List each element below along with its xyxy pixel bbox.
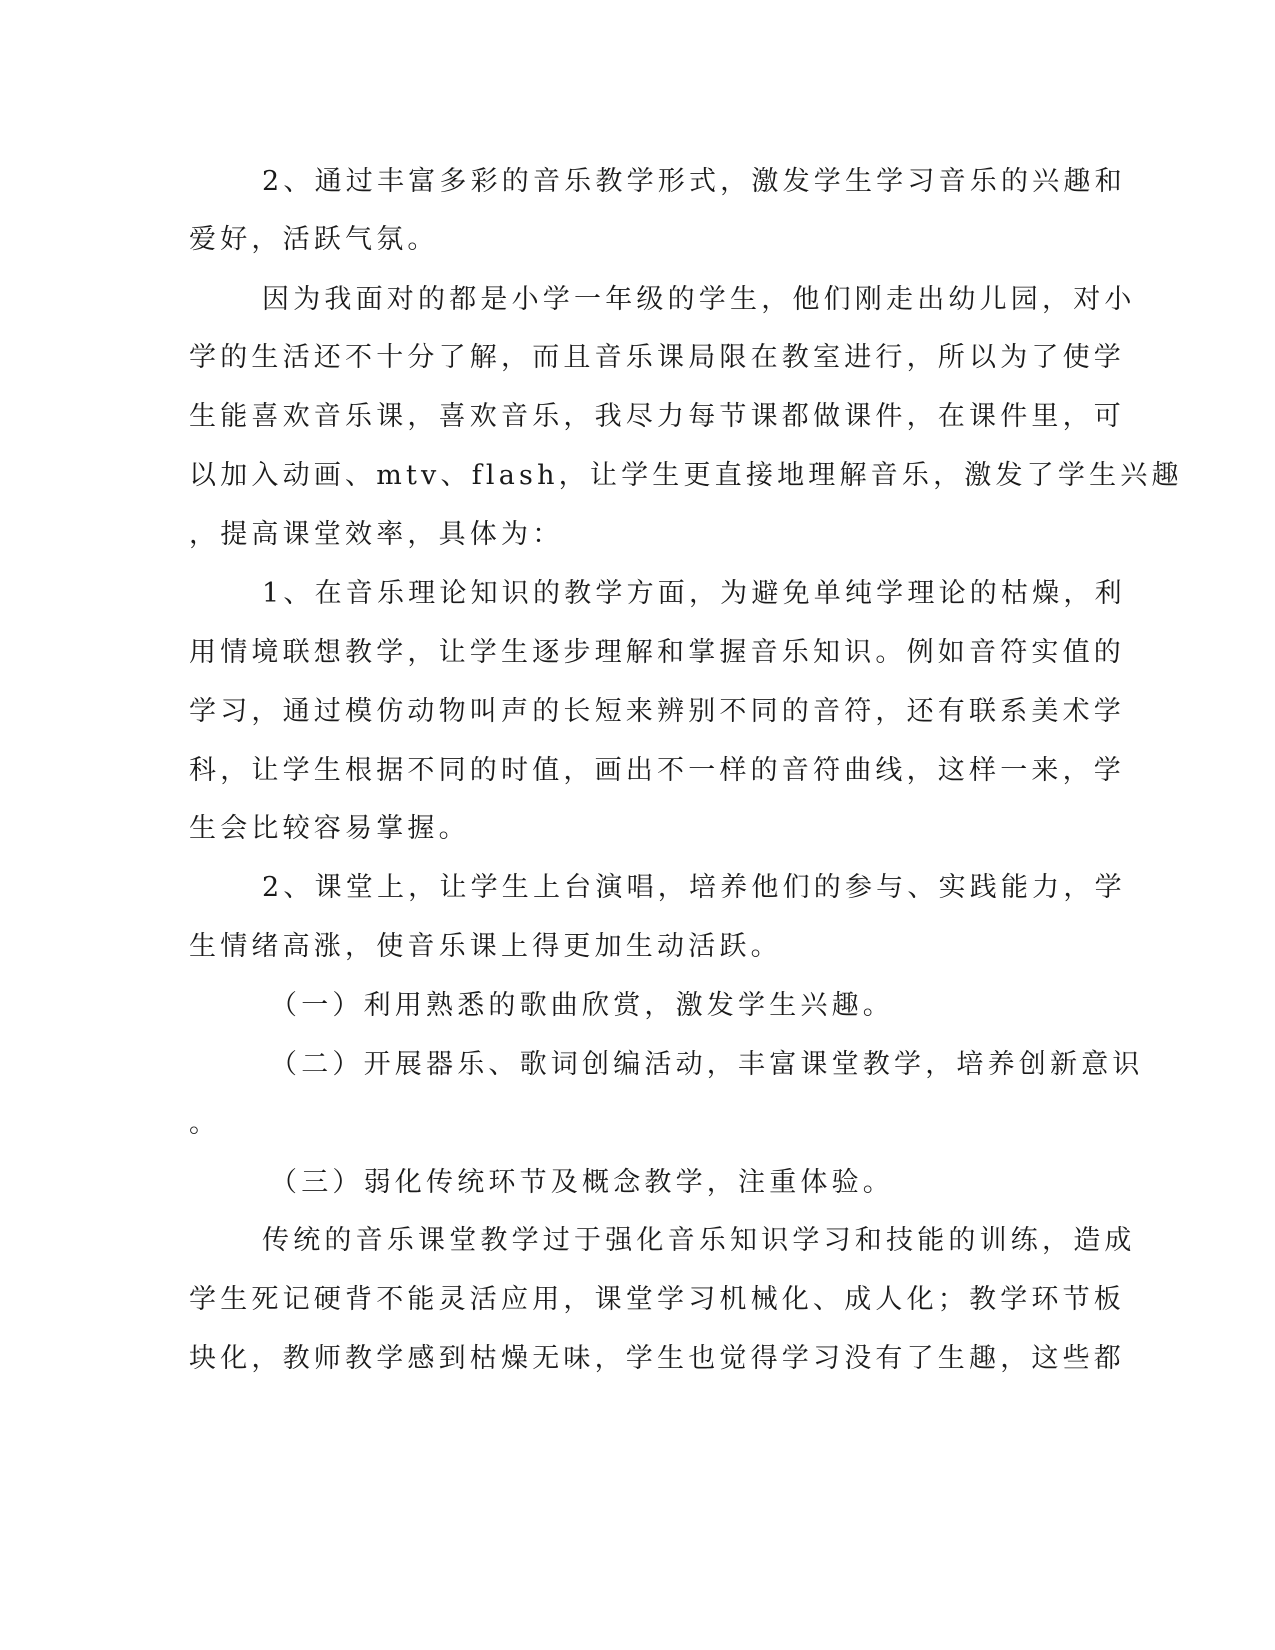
paragraph-line: 生能喜欢音乐课，喜欢音乐，我尽力每节课都做课件，在课件里，可 <box>189 401 1125 432</box>
paragraph-line: 以加入动画、mtv、flash，让学生更直接地理解音乐，激发了学生兴趣 <box>189 460 1183 491</box>
paragraph-line: 用情境联想教学，让学生逐步理解和掌握音乐知识。例如音符实值的 <box>189 637 1125 668</box>
paragraph-line: 科，让学生根据不同的时值，画出不一样的音符曲线，这样一来，学 <box>189 755 1125 786</box>
paragraph-line: 学的生活还不十分了解，而且音乐课局限在教室进行，所以为了使学 <box>189 342 1125 373</box>
paragraph-line: （二）开展器乐、歌词创编活动，丰富课堂教学，培养创新意识 <box>270 1049 1144 1080</box>
paragraph-line: 2、课堂上，让学生上台演唱，培养他们的参与、实践能力，学 <box>262 872 1126 903</box>
paragraph-line: 传统的音乐课堂教学过于强化音乐知识学习和技能的训练，造成 <box>262 1225 1136 1256</box>
paragraph-line: （三）弱化传统环节及概念教学，注重体验。 <box>270 1167 894 1198</box>
paragraph-line: 学生死记硬背不能灵活应用，课堂学习机械化、成人化；教学环节板 <box>189 1284 1125 1315</box>
paragraph-line: 1、在音乐理论知识的教学方面，为避免单纯学理论的枯燥，利 <box>262 578 1126 609</box>
paragraph-line: （一）利用熟悉的歌曲欣赏，激发学生兴趣。 <box>270 990 894 1021</box>
paragraph-line: 生情绪高涨，使音乐课上得更加生动活跃。 <box>189 931 782 962</box>
paragraph-line: 爱好，活跃气氛。 <box>189 224 439 255</box>
paragraph-line: 生会比较容易掌握。 <box>189 813 470 844</box>
paragraph-line: 块化，教师教学感到枯燥无味，学生也觉得学习没有了生趣，这些都 <box>189 1343 1125 1374</box>
paragraph-line: 学习，通过模仿动物叫声的长短来辨别不同的音符，还有联系美术学 <box>189 696 1125 727</box>
paragraph-line: 。 <box>189 1108 221 1139</box>
paragraph-line: 2、通过丰富多彩的音乐教学形式，激发学生学习音乐的兴趣和 <box>262 166 1126 197</box>
paragraph-line: 因为我面对的都是小学一年级的学生，他们刚走出幼儿园，对小 <box>262 284 1136 315</box>
paragraph-line: ，提高课堂效率，具体为： <box>189 519 564 550</box>
